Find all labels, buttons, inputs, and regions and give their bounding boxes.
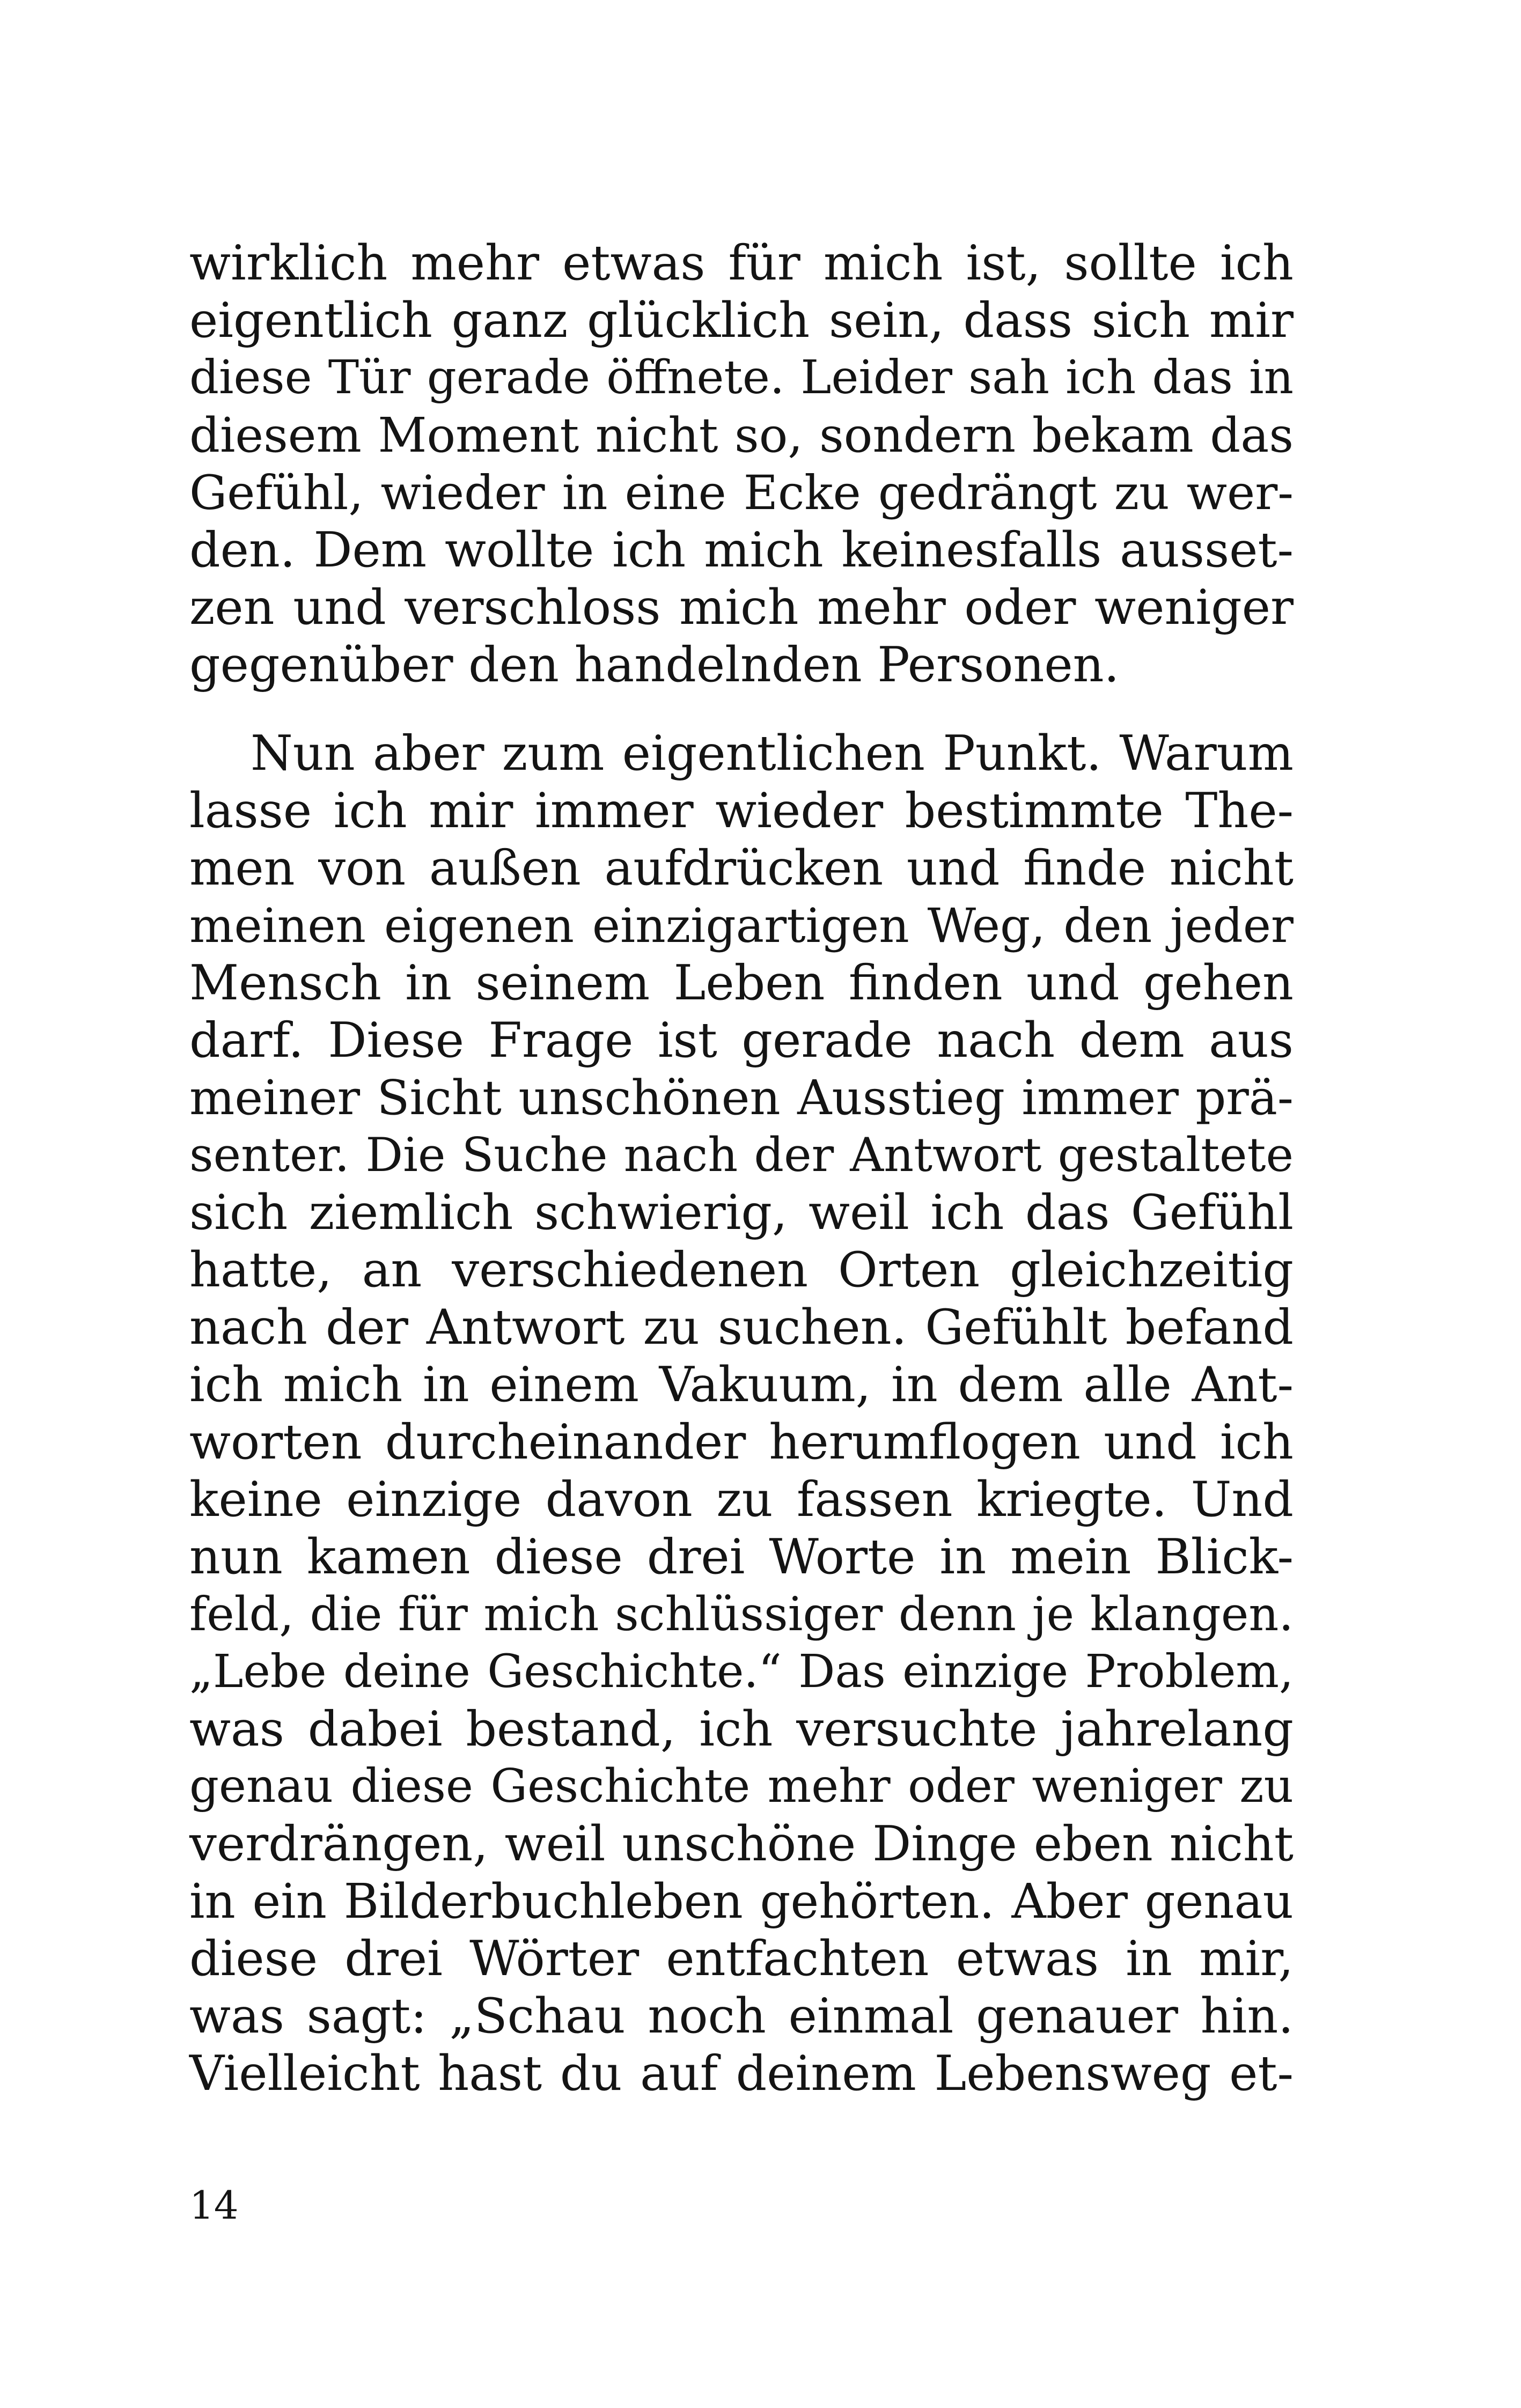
text-line: wirklich mehr etwas für mich ist, sollte ich	[189, 235, 1294, 291]
text-line: meinen eigenen einzigartigen Weg, den jeder	[189, 898, 1294, 953]
text-line: den. Dem wollte ich mich keinesfalls ausset-	[189, 522, 1294, 578]
paragraph-2	[189, 725, 1294, 2102]
text-line: sich ziemlich schwierig, weil ich das Gefühl	[189, 1184, 1294, 1241]
text-line: darf. Diese Frage ist gerade nach dem aus	[189, 1012, 1294, 1069]
text-line: meiner Sicht unschönen Ausstieg immer prä-	[189, 1070, 1294, 1125]
text-line: gegenüber den handelnden Personen.	[189, 637, 1120, 693]
text-line: ich mich in einem Vakuum, in dem alle Ant-	[189, 1357, 1294, 1413]
text-line: men von außen aufdrücken und finde nicht	[189, 840, 1294, 896]
text-line: diesem Moment nicht so, sondern bekam das	[189, 407, 1294, 463]
text-line: was dabei bestand, ich versuchte jahrelang	[189, 1701, 1294, 1757]
text-line: Vielleicht hast du auf deinem Lebensweg et-	[189, 2045, 1294, 2102]
text-line: worten durcheinander herumflogen und ich	[189, 1414, 1294, 1470]
text-line: diese drei Wörter entfachten etwas in mir,	[189, 1931, 1294, 1987]
text-line: Mensch in seinem Leben finden und gehen	[189, 955, 1294, 1011]
text-line: feld, die für mich schlüssiger denn je klangen.	[189, 1587, 1294, 1641]
text-line: zen und verschloss mich mehr oder weniger	[189, 579, 1294, 636]
text-line: was sagt: „Schau noch einmal genauer hin.	[189, 1988, 1294, 2044]
text-line: „Lebe deine Geschichte.“ Das einzige Problem,	[189, 1645, 1294, 1698]
text-line: Gefühl, wieder in eine Ecke gedrängt zu wer-	[189, 465, 1294, 520]
text-line: lasse ich mir immer wieder bestimmte The-	[189, 783, 1294, 839]
text-line: nach der Antwort zu suchen. Gefühlt befand	[189, 1299, 1294, 1356]
text-line: diese Tür gerade öffnete. Leider sah ich das in	[189, 351, 1294, 404]
paragraph-1	[189, 234, 1294, 694]
text-line: in ein Bilderbuchleben gehörten. Aber genau	[189, 1873, 1294, 1929]
text-line: genau diese Geschichte mehr oder weniger zu	[189, 1759, 1294, 1813]
text-line: hatte, an verschiedenen Orten gleichzeitig	[189, 1242, 1294, 1298]
page-number: 14	[189, 2183, 239, 2228]
text-line: eigentlich ganz glücklich sein, dass sich mir	[189, 292, 1294, 349]
text-line: nun kamen diese drei Worte in mein Blick-	[189, 1529, 1294, 1585]
text-line: Nun aber zum eigentlichen Punkt. Warum	[251, 725, 1294, 782]
text-line: senter. Die Suche nach der Antwort gestaltete	[189, 1128, 1294, 1182]
text-line: verdrängen, weil unschöne Dinge eben nicht	[189, 1816, 1294, 1872]
text-line: keine einzige davon zu fassen kriegte. Und	[189, 1471, 1294, 1528]
